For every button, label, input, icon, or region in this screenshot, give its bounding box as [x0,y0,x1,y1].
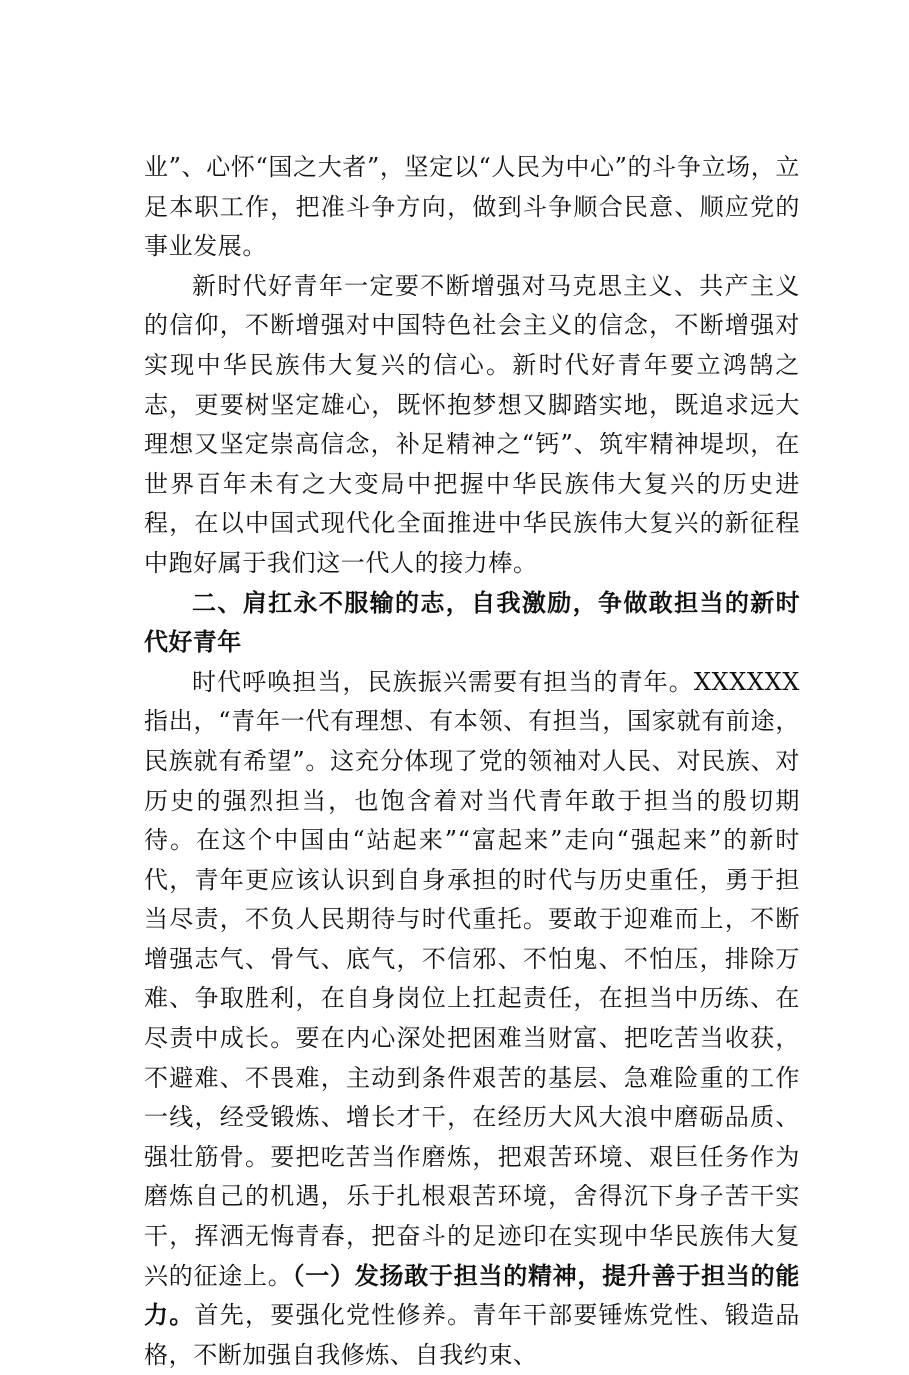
paragraph-responsibility-text: 时代呼唤担当，民族振兴需要有担当的青年。XXXXXX指出，“青年一代有理想、有本领、有担当，国家就有前途，民族就有希望”。这充分体现了党的领袖对人民、对民族、对历史的强烈担当，也饱含着对当代青年敢于担当的殷切期待。在这个中国由“站起来”“富起来”走向“强起来”的新时代，青年更应该认识到自身承担的时代与历史重任，勇于担当尽责，不负人民期待与时代重托。要敢于迎难而上，不断增强志气、骨气、底气，不信邪、不怕鬼、不怕压，排除万难、争取胜利，在自身岗位上扛起责任，在担当中历练、在尽责中成长。要在内心深处把困难当财富、把吃苦当收获，不避难、不畏难，主动到条件艰苦的基层、急难险重的工作一线，经受锻炼、增长才干，在经历大风大浪中磨砺品质、强壮筋骨。要把吃苦当作磨炼，把艰苦环境、艰巨任务作为磨炼自己的机遇，乐于扎根艰苦环境，舍得沉下身子苦干实干，挥洒无悔青春，把奋斗的足迹印在实现中华民族伟大复兴的征途上。 [144,667,800,1290]
paragraph-continued: 业”、心怀“国之大者”，坚定以“人民为中心”的斗争立场，立足本职工作，把准斗争方向，做到斗争顺合民意、顺应党的事业发展。 [144,153,800,261]
section-heading-2: 二、肩扛永不服输的志，自我激励，争做敢担当的新时代好青年 [144,588,800,657]
paragraph-party-spirit-text: 首先，要强化党性修养。青年干部要锤炼党性、锻造品格，不断加强自我修炼、自我约束、 [144,1301,800,1369]
paragraph-responsibility [144,663,800,1375]
subheading-1: （一）发扬敢于担当的精神，提升善于担当的能力。 [144,1261,800,1330]
document-body [144,148,800,1375]
paragraph-new-era-youth: 新时代好青年一定要不断增强对马克思主义、共产主义的信仰，不断增强对中国特色社会主义的信念，不断增强对实现中华民族伟大复兴的信心。新时代好青年要立鸿鹄之志，更要树坚定雄心，既怀抱梦想又脚踏实地，既追求远大理想又坚定崇高信念，补足精神之“钙”、筑牢精神堤坝，在世界百年未有之大变局中把握中华民族伟大复兴的历史进程，在以中国式现代化全面推进中华民族伟大复兴的新征程中跑好属于我们这一代人的接力棒。 [144,271,800,577]
